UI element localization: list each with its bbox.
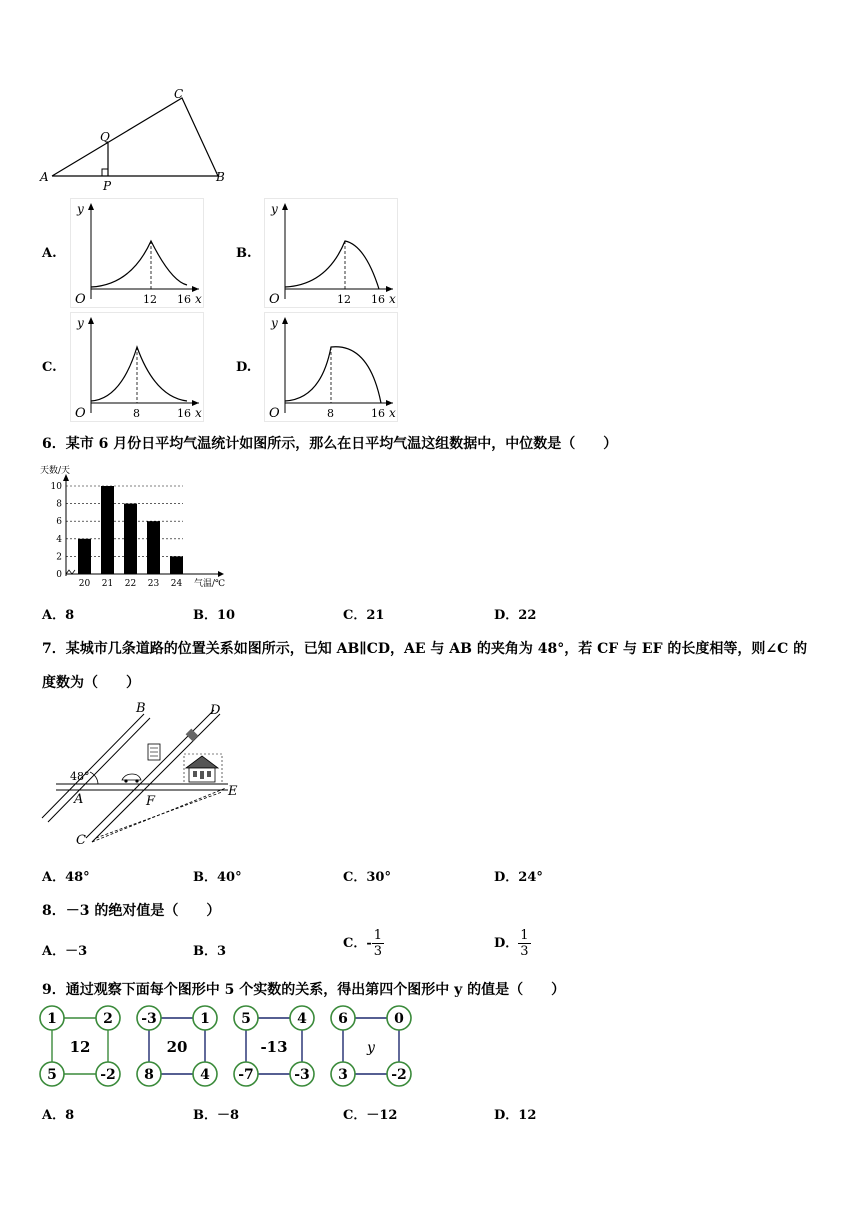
corner-number: 0	[394, 1011, 404, 1027]
q8-option-c[interactable]	[343, 928, 384, 959]
axis-x-label: x	[195, 406, 202, 420]
q6-option-b[interactable]: B．10	[193, 608, 236, 623]
q5-graph-c	[70, 312, 204, 422]
number-square-4	[331, 1006, 411, 1086]
corner-number: -7	[238, 1067, 254, 1083]
corner-number: -2	[100, 1067, 116, 1083]
label-b: B	[216, 170, 225, 184]
origin-label: O	[269, 292, 280, 307]
q7-option-d[interactable]: D．24°	[494, 870, 543, 885]
axis-y-label: y	[271, 202, 278, 216]
fraction-one-third: $\frac{1}{3}$	[373, 928, 383, 959]
axis-x-label: x	[389, 292, 396, 306]
x-tick-label: 21	[101, 579, 114, 589]
tick-end: 16	[371, 407, 385, 420]
label-q: Q	[100, 130, 110, 144]
q9-option-b[interactable]: B．－8	[193, 1108, 240, 1123]
q7-option-b[interactable]: B．40°	[193, 870, 242, 885]
number-square-1	[40, 1006, 120, 1086]
q7-option-c[interactable]: C．30°	[343, 870, 391, 885]
fig-label-b: B	[136, 701, 146, 716]
q5-option-c-letter: C.	[42, 360, 57, 375]
y-tick-label: 6	[56, 517, 62, 528]
y-tick-label: 2	[56, 552, 62, 563]
x-tick-label: 20	[78, 579, 91, 589]
corner-number: -3	[294, 1067, 310, 1083]
axis-x-label: x	[389, 406, 396, 420]
house-icon	[186, 756, 218, 768]
q5-graph-d	[264, 312, 398, 422]
center-number: -13	[260, 1038, 288, 1056]
number-square-figures	[36, 1004, 436, 1094]
center-number: y	[367, 1040, 375, 1056]
q9-question: 9．通过观察下面每个图形中 5 个实数的关系，得出第四个图形中 y 的值是（ ）	[42, 982, 566, 998]
axis-x-label: x	[195, 292, 202, 306]
tick-peak: 8	[133, 407, 140, 420]
triangle-figure	[30, 86, 230, 196]
axis-y-label: y	[77, 316, 84, 330]
bar	[147, 521, 160, 574]
corner-number: 3	[338, 1067, 348, 1083]
q9-option-c[interactable]: C．－12	[343, 1108, 398, 1123]
corner-number: 8	[144, 1067, 154, 1083]
corner-number: 1	[47, 1011, 57, 1027]
axis-y-label: y	[271, 316, 278, 330]
q6-option-c[interactable]: C．21	[343, 608, 385, 623]
bar	[124, 504, 137, 574]
fig-label-d: D	[210, 703, 221, 718]
q7-question-line1: 7．某城市几条道路的位置关系如图所示，已知 AB∥CD，AE 与 AB 的夹角为 48°，若 CF 与 EF 的长度相等，则∠C 的	[42, 641, 808, 657]
q6-question: 6．某市 6 月份日平均气温统计如图所示，那么在日平均气温这组数据中，中位数是（ ）	[42, 436, 618, 452]
q8-option-b[interactable]: B．3	[193, 944, 227, 959]
corner-number: 5	[47, 1067, 57, 1083]
corner-number: 1	[200, 1011, 210, 1027]
fraction-one-third: $\frac{1}{3}$	[520, 928, 529, 959]
q6-option-d[interactable]: D．22	[494, 608, 537, 623]
fig-label-angle: 48°	[70, 770, 90, 783]
tick-end: 16	[371, 293, 385, 306]
y-tick-label: 0	[56, 570, 62, 580]
corner-number: 4	[200, 1067, 210, 1083]
origin-label: O	[75, 406, 86, 421]
label-p: P	[103, 179, 112, 193]
q7-option-a[interactable]: A．48°	[42, 870, 90, 885]
fig-label-a: A	[74, 792, 84, 807]
number-square-3	[234, 1006, 314, 1086]
q6-option-a[interactable]: A．8	[42, 608, 75, 623]
center-number: 20	[166, 1038, 188, 1056]
fig-label-e: E	[228, 784, 238, 799]
corner-number: -2	[391, 1067, 407, 1083]
corner-number: 2	[103, 1011, 113, 1027]
q9-option-a[interactable]: A．8	[42, 1108, 75, 1123]
fig-label-c: C	[76, 833, 86, 848]
corner-number: 5	[241, 1011, 251, 1027]
q5-graph-b	[264, 198, 398, 308]
q8-option-d[interactable]	[494, 928, 531, 959]
q8-question: 8．－3 的绝对值是（ ）	[42, 903, 221, 919]
q8-option-d-prefix: D．	[494, 936, 519, 951]
q5-option-b-letter: B.	[236, 246, 252, 261]
tick-peak: 12	[143, 293, 157, 306]
label-a: A	[40, 170, 49, 184]
tick-end: 16	[177, 293, 191, 306]
temperature-bar-chart	[36, 462, 236, 590]
bar	[78, 539, 91, 574]
q5-option-a-letter: A.	[42, 246, 57, 261]
bar	[101, 486, 114, 574]
tick-end: 16	[177, 407, 191, 420]
tick-peak: 12	[337, 293, 351, 306]
q7-question-line2: 度数为（ ）	[42, 675, 140, 691]
bar	[170, 556, 183, 574]
label-c: C	[174, 87, 184, 101]
fig-label-f: F	[146, 794, 156, 809]
x-tick-label: 24	[170, 579, 183, 589]
origin-label: O	[75, 292, 86, 307]
center-number: 12	[69, 1038, 91, 1056]
q9-option-d[interactable]: D．12	[494, 1108, 537, 1123]
chart-xlabel: 气温/℃	[194, 579, 226, 589]
number-square-2	[137, 1006, 217, 1086]
origin-label: O	[269, 406, 280, 421]
x-tick-label: 22	[124, 579, 137, 589]
y-tick-label: 4	[56, 534, 62, 545]
axis-y-label: y	[77, 202, 84, 216]
q8-option-c-prefix: C．-	[343, 936, 372, 951]
corner-number: 6	[338, 1011, 348, 1027]
y-tick-label: 8	[56, 499, 62, 510]
tick-peak: 8	[327, 407, 334, 420]
road-map-figure	[36, 700, 256, 850]
corner-number: 4	[297, 1011, 307, 1027]
x-tick-label: 23	[147, 579, 160, 589]
chart-ylabel: 天数/天	[40, 466, 71, 476]
q8-option-a[interactable]: A．－3	[42, 944, 88, 959]
q5-option-d-letter: D.	[236, 360, 252, 375]
y-tick-label: 10	[50, 482, 62, 492]
q5-graph-a	[70, 198, 204, 308]
corner-number: -3	[141, 1011, 157, 1027]
